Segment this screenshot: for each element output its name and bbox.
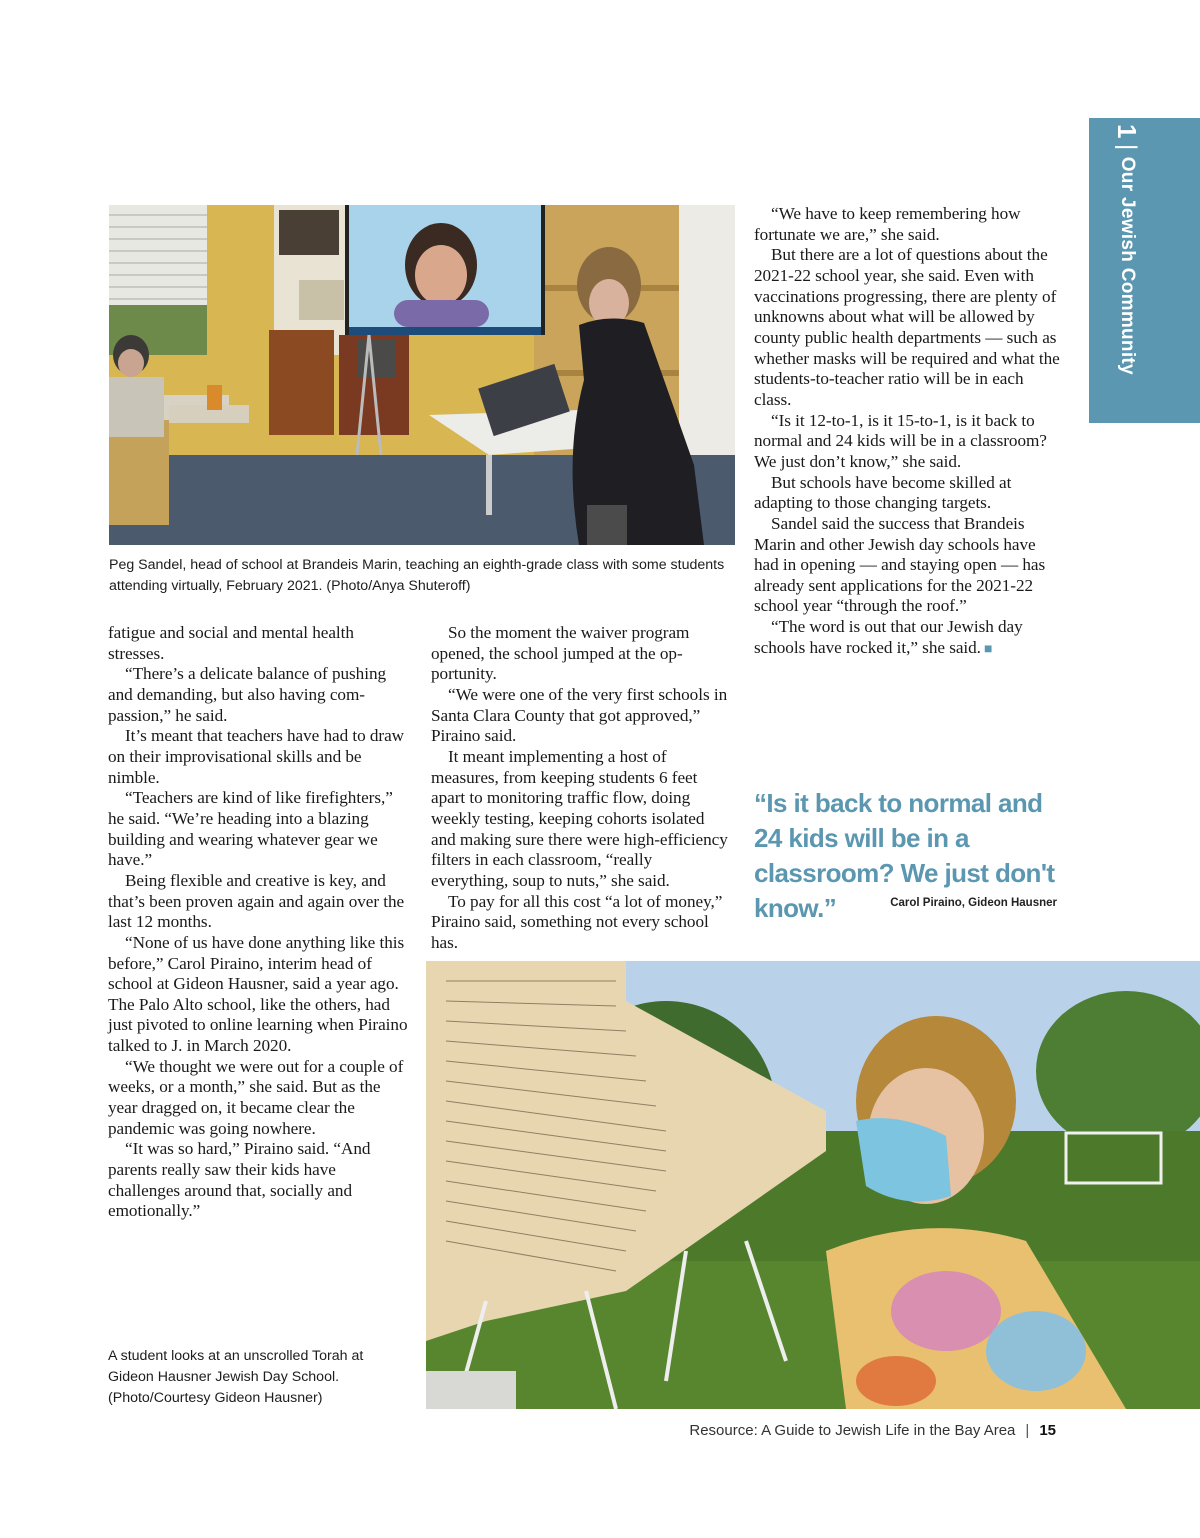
photo-caption-classroom: Peg Sandel, head of school at Brandeis Marin, teaching an eighth-grade class with some students attending virtually, February 2021. (Photo/Anya Shuteroff) bbox=[109, 557, 725, 594]
section-tab bbox=[1089, 118, 1200, 423]
paragraph: “Teachers are kind of like firefighters,” he said. “We’re heading into a blazing building and wearing whatever gear we have.” bbox=[108, 788, 393, 870]
classroom-photo bbox=[109, 205, 735, 545]
paragraph: But schools have become skilled at adapting to those changing targets. bbox=[754, 472, 1012, 513]
section-separator: | bbox=[1114, 144, 1141, 151]
page-footer bbox=[560, 1422, 1056, 1439]
article-column-3 bbox=[754, 204, 1060, 660]
paragraph bbox=[754, 617, 1060, 660]
paragraph: It meant implementing a host of measures, from keeping students 6 feet apart to monitoring traffic flow, doing weekly testing, keeping cohorts isolated and making sure there were high-efficiency filters in each classroom, “really everything, soup to nuts,” she said. bbox=[431, 746, 728, 890]
article-column-2 bbox=[431, 623, 733, 954]
footer-separator: | bbox=[1025, 1422, 1030, 1439]
section-number: 1 bbox=[1112, 124, 1142, 139]
paragraph-text: “The word is out that our Jewish day schools have rocked it,” she said. bbox=[754, 617, 1023, 657]
page-number: 15 bbox=[1039, 1422, 1056, 1439]
section-tab-label bbox=[1111, 124, 1142, 375]
paragraph: “We were one of the very first schools in Santa Clara County that got approved,” Piraino said. bbox=[431, 684, 728, 746]
paragraph: “It was so hard,” Piraino said. “And parents really saw their kids have challenges around that, socially and emotionally.” bbox=[108, 1139, 371, 1221]
paragraph: “We have to keep remembering how fortunate we are,” she said. bbox=[754, 204, 1021, 244]
paragraph: So the moment the waiver program opened, the school jumped at the opportunity. bbox=[431, 623, 690, 684]
pull-quote: “Is it back to normal and 24 kids will be in a classroom? We just don't know.” bbox=[754, 788, 1055, 923]
article-column-1 bbox=[108, 623, 412, 1222]
paragraph: fatigue and social and mental health stresses. bbox=[108, 623, 354, 663]
end-mark-icon: ■ bbox=[983, 641, 993, 657]
section-name: Our Jewish Community bbox=[1117, 156, 1138, 375]
paragraph: Sandel said the success that Brandeis Marin and other Jewish day schools have had in opening — and staying open — has already sent applications for the 2021-22 school year “through the roof.” bbox=[754, 513, 1046, 616]
photo-caption-torah: A student looks at an unscrolled Torah at Gideon Hausner Jewish Day School. (Photo/Courtesy Gideon Hausner) bbox=[108, 1348, 364, 1406]
paragraph: Being flexible and creative is key, and that’s been proven again and again over the last 12 months. bbox=[108, 870, 405, 932]
paragraph: “There’s a delicate balance of pushing and demanding, but also having compassion,” he said. bbox=[108, 664, 387, 725]
torah-photo bbox=[426, 961, 1200, 1409]
pull-quote-attribution: Carol Piraino, Gideon Hausner bbox=[890, 897, 1057, 909]
paragraph: It’s meant that teachers have had to draw on their improvisational skills and be nimble. bbox=[108, 726, 405, 787]
paragraph: “None of us have done anything like this before,” Carol Piraino, interim head of school at Gideon Hausner, said a year ago. The Palo Alto school, like the others, had just pivoted to online learning when Piraino talked to J. in March 2020. bbox=[108, 932, 408, 1056]
paragraph: But there are a lot of questions about the 2021-22 school year, she said. Even with vaccinations progressing, there are plenty of unknowns about what will be allowed by county public health departments — such as whether masks will be required and what the students-to-teacher ratio will be in each class. bbox=[754, 245, 1060, 409]
paragraph: “Is it 12-to-1, is it 15-to-1, is it back to normal and 24 kids will be in a classroom? We just don’t know,” she said. bbox=[754, 410, 1047, 471]
paragraph: To pay for all this cost “a lot of money,” Piraino said, something not every school has. bbox=[431, 891, 723, 952]
paragraph: “We thought we were out for a couple of weeks, or a month,” she said. But as the year dragged on, it became clear the pandemic was going nowhere. bbox=[108, 1056, 404, 1138]
publication-title: Resource: A Guide to Jewish Life in the Bay Area bbox=[689, 1422, 1016, 1439]
